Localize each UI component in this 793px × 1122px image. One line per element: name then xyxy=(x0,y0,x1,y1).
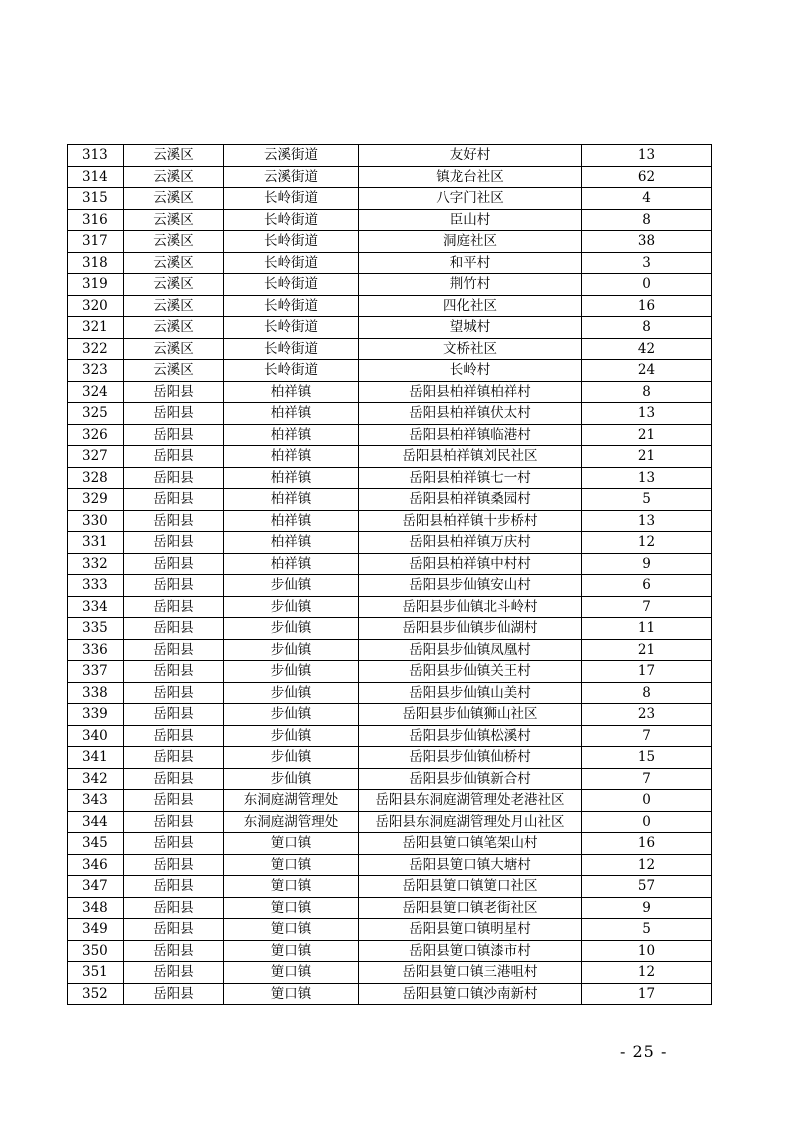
cell-count: 42 xyxy=(582,338,712,360)
cell-county: 岳阳县 xyxy=(124,747,224,769)
cell-count: 57 xyxy=(582,876,712,898)
cell-county: 岳阳县 xyxy=(124,661,224,683)
cell-county: 岳阳县 xyxy=(124,553,224,575)
cell-village: 友好村 xyxy=(359,145,582,167)
cell-serial: 347 xyxy=(68,876,124,898)
cell-count: 16 xyxy=(582,833,712,855)
cell-count: 8 xyxy=(582,317,712,339)
cell-town: 步仙镇 xyxy=(224,768,359,790)
cell-count: 5 xyxy=(582,489,712,511)
cell-county: 云溪区 xyxy=(124,231,224,253)
cell-county: 云溪区 xyxy=(124,360,224,382)
table-row xyxy=(68,489,712,511)
cell-count: 7 xyxy=(582,768,712,790)
table-row xyxy=(68,446,712,468)
table-row xyxy=(68,747,712,769)
cell-town: 柏祥镇 xyxy=(224,532,359,554)
cell-village: 岳阳县柏祥镇桑园村 xyxy=(359,489,582,511)
cell-count: 16 xyxy=(582,295,712,317)
cell-serial: 325 xyxy=(68,403,124,425)
cell-town: 东洞庭湖管理处 xyxy=(224,811,359,833)
cell-town: 筻口镇 xyxy=(224,854,359,876)
cell-village: 岳阳县柏祥镇临港村 xyxy=(359,424,582,446)
cell-serial: 341 xyxy=(68,747,124,769)
table-row xyxy=(68,618,712,640)
cell-town: 柏祥镇 xyxy=(224,467,359,489)
cell-village: 望城村 xyxy=(359,317,582,339)
cell-serial: 336 xyxy=(68,639,124,661)
cell-town: 长岭街道 xyxy=(224,274,359,296)
cell-county: 岳阳县 xyxy=(124,790,224,812)
cell-town: 长岭街道 xyxy=(224,360,359,382)
cell-count: 6 xyxy=(582,575,712,597)
cell-town: 柏祥镇 xyxy=(224,489,359,511)
cell-serial: 327 xyxy=(68,446,124,468)
cell-serial: 346 xyxy=(68,854,124,876)
cell-count: 3 xyxy=(582,252,712,274)
cell-town: 步仙镇 xyxy=(224,661,359,683)
cell-village: 岳阳县筻口镇漆市村 xyxy=(359,940,582,962)
cell-village: 岳阳县筻口镇老街社区 xyxy=(359,897,582,919)
cell-county: 岳阳县 xyxy=(124,919,224,941)
table-row xyxy=(68,661,712,683)
cell-county: 岳阳县 xyxy=(124,962,224,984)
cell-serial: 344 xyxy=(68,811,124,833)
cell-county: 岳阳县 xyxy=(124,618,224,640)
cell-village: 和平村 xyxy=(359,252,582,274)
cell-count: 10 xyxy=(582,940,712,962)
cell-village: 岳阳县筻口镇沙南新村 xyxy=(359,983,582,1005)
cell-county: 岳阳县 xyxy=(124,467,224,489)
table-row xyxy=(68,833,712,855)
cell-county: 岳阳县 xyxy=(124,704,224,726)
cell-village: 岳阳县柏祥镇柏祥村 xyxy=(359,381,582,403)
cell-town: 筻口镇 xyxy=(224,919,359,941)
cell-county: 岳阳县 xyxy=(124,768,224,790)
cell-town: 长岭街道 xyxy=(224,188,359,210)
cell-village: 岳阳县筻口镇三港咀村 xyxy=(359,962,582,984)
cell-serial: 328 xyxy=(68,467,124,489)
cell-serial: 348 xyxy=(68,897,124,919)
cell-count: 8 xyxy=(582,381,712,403)
cell-village: 岳阳县筻口镇大塘村 xyxy=(359,854,582,876)
cell-county: 岳阳县 xyxy=(124,811,224,833)
cell-village: 岳阳县步仙镇狮山社区 xyxy=(359,704,582,726)
cell-county: 岳阳县 xyxy=(124,489,224,511)
cell-village: 岳阳县步仙镇松溪村 xyxy=(359,725,582,747)
cell-county: 岳阳县 xyxy=(124,381,224,403)
cell-count: 17 xyxy=(582,661,712,683)
cell-serial: 320 xyxy=(68,295,124,317)
cell-count: 21 xyxy=(582,424,712,446)
cell-serial: 326 xyxy=(68,424,124,446)
cell-county: 云溪区 xyxy=(124,274,224,296)
cell-count: 7 xyxy=(582,596,712,618)
cell-village: 岳阳县东洞庭湖管理处老港社区 xyxy=(359,790,582,812)
table-row xyxy=(68,403,712,425)
table-row xyxy=(68,252,712,274)
cell-serial: 330 xyxy=(68,510,124,532)
cell-town: 步仙镇 xyxy=(224,639,359,661)
cell-town: 长岭街道 xyxy=(224,252,359,274)
cell-county: 岳阳县 xyxy=(124,682,224,704)
table-row xyxy=(68,381,712,403)
cell-count: 8 xyxy=(582,209,712,231)
cell-county: 岳阳县 xyxy=(124,510,224,532)
cell-count: 24 xyxy=(582,360,712,382)
cell-serial: 321 xyxy=(68,317,124,339)
cell-village: 岳阳县柏祥镇中村村 xyxy=(359,553,582,575)
cell-count: 9 xyxy=(582,553,712,575)
cell-village: 八字门社区 xyxy=(359,188,582,210)
cell-town: 步仙镇 xyxy=(224,618,359,640)
cell-count: 0 xyxy=(582,790,712,812)
table-row xyxy=(68,209,712,231)
cell-count: 0 xyxy=(582,811,712,833)
table-row xyxy=(68,897,712,919)
table-row xyxy=(68,145,712,167)
cell-count: 15 xyxy=(582,747,712,769)
cell-county: 云溪区 xyxy=(124,188,224,210)
cell-village: 岳阳县筻口镇笔架山村 xyxy=(359,833,582,855)
cell-village: 岳阳县筻口镇筻口社区 xyxy=(359,876,582,898)
cell-town: 筻口镇 xyxy=(224,897,359,919)
cell-serial: 350 xyxy=(68,940,124,962)
table-row xyxy=(68,295,712,317)
cell-count: 13 xyxy=(582,403,712,425)
table-row xyxy=(68,231,712,253)
cell-town: 长岭街道 xyxy=(224,338,359,360)
cell-county: 岳阳县 xyxy=(124,876,224,898)
cell-count: 0 xyxy=(582,274,712,296)
table-row xyxy=(68,725,712,747)
cell-serial: 323 xyxy=(68,360,124,382)
table-row xyxy=(68,940,712,962)
table-row xyxy=(68,553,712,575)
cell-county: 云溪区 xyxy=(124,166,224,188)
cell-serial: 319 xyxy=(68,274,124,296)
page-number: - 25 - xyxy=(620,1042,668,1061)
cell-serial: 332 xyxy=(68,553,124,575)
cell-serial: 349 xyxy=(68,919,124,941)
cell-county: 岳阳县 xyxy=(124,897,224,919)
cell-county: 岳阳县 xyxy=(124,983,224,1005)
cell-serial: 318 xyxy=(68,252,124,274)
cell-village: 岳阳县柏祥镇十步桥村 xyxy=(359,510,582,532)
cell-serial: 313 xyxy=(68,145,124,167)
cell-village: 岳阳县步仙镇新合村 xyxy=(359,768,582,790)
table-row xyxy=(68,983,712,1005)
table-row xyxy=(68,596,712,618)
cell-town: 柏祥镇 xyxy=(224,510,359,532)
table-row xyxy=(68,854,712,876)
cell-count: 23 xyxy=(582,704,712,726)
cell-village: 岳阳县筻口镇明星村 xyxy=(359,919,582,941)
cell-town: 柏祥镇 xyxy=(224,424,359,446)
cell-village: 文桥社区 xyxy=(359,338,582,360)
cell-town: 长岭街道 xyxy=(224,231,359,253)
cell-count: 11 xyxy=(582,618,712,640)
data-table xyxy=(67,144,712,1005)
cell-county: 岳阳县 xyxy=(124,446,224,468)
cell-serial: 317 xyxy=(68,231,124,253)
cell-serial: 342 xyxy=(68,768,124,790)
cell-town: 柏祥镇 xyxy=(224,381,359,403)
cell-count: 12 xyxy=(582,854,712,876)
cell-serial: 337 xyxy=(68,661,124,683)
table-row xyxy=(68,575,712,597)
cell-serial: 331 xyxy=(68,532,124,554)
cell-county: 云溪区 xyxy=(124,145,224,167)
table-row xyxy=(68,876,712,898)
cell-serial: 329 xyxy=(68,489,124,511)
cell-town: 步仙镇 xyxy=(224,704,359,726)
cell-town: 筻口镇 xyxy=(224,983,359,1005)
cell-county: 岳阳县 xyxy=(124,639,224,661)
cell-village: 岳阳县步仙镇凤凰村 xyxy=(359,639,582,661)
cell-village: 岳阳县柏祥镇万庆村 xyxy=(359,532,582,554)
table-row xyxy=(68,274,712,296)
cell-count: 62 xyxy=(582,166,712,188)
table-row xyxy=(68,768,712,790)
cell-town: 云溪街道 xyxy=(224,145,359,167)
table-row xyxy=(68,166,712,188)
cell-serial: 352 xyxy=(68,983,124,1005)
cell-serial: 340 xyxy=(68,725,124,747)
table-row xyxy=(68,317,712,339)
cell-town: 长岭街道 xyxy=(224,317,359,339)
cell-serial: 315 xyxy=(68,188,124,210)
cell-serial: 316 xyxy=(68,209,124,231)
cell-count: 13 xyxy=(582,145,712,167)
cell-serial: 333 xyxy=(68,575,124,597)
cell-village: 岳阳县柏祥镇刘民社区 xyxy=(359,446,582,468)
cell-count: 12 xyxy=(582,532,712,554)
cell-serial: 343 xyxy=(68,790,124,812)
cell-village: 岳阳县步仙镇安山村 xyxy=(359,575,582,597)
cell-village: 岳阳县步仙镇仙桥村 xyxy=(359,747,582,769)
cell-village: 镇龙台社区 xyxy=(359,166,582,188)
table-row xyxy=(68,532,712,554)
cell-serial: 345 xyxy=(68,833,124,855)
cell-county: 岳阳县 xyxy=(124,403,224,425)
cell-county: 岳阳县 xyxy=(124,725,224,747)
cell-town: 步仙镇 xyxy=(224,725,359,747)
cell-county: 岳阳县 xyxy=(124,854,224,876)
cell-county: 岳阳县 xyxy=(124,575,224,597)
cell-town: 筻口镇 xyxy=(224,833,359,855)
cell-village: 岳阳县步仙镇关王村 xyxy=(359,661,582,683)
cell-count: 21 xyxy=(582,446,712,468)
cell-county: 云溪区 xyxy=(124,252,224,274)
cell-count: 38 xyxy=(582,231,712,253)
cell-serial: 351 xyxy=(68,962,124,984)
cell-village: 洞庭社区 xyxy=(359,231,582,253)
cell-serial: 322 xyxy=(68,338,124,360)
cell-town: 云溪街道 xyxy=(224,166,359,188)
cell-village: 臣山村 xyxy=(359,209,582,231)
cell-village: 岳阳县柏祥镇伏太村 xyxy=(359,403,582,425)
cell-village: 岳阳县步仙镇北斗岭村 xyxy=(359,596,582,618)
cell-village: 岳阳县步仙镇步仙湖村 xyxy=(359,618,582,640)
cell-town: 步仙镇 xyxy=(224,575,359,597)
table-row xyxy=(68,338,712,360)
table-row xyxy=(68,704,712,726)
cell-town: 步仙镇 xyxy=(224,747,359,769)
cell-village: 岳阳县步仙镇山美村 xyxy=(359,682,582,704)
cell-count: 4 xyxy=(582,188,712,210)
cell-town: 步仙镇 xyxy=(224,596,359,618)
cell-count: 21 xyxy=(582,639,712,661)
cell-county: 云溪区 xyxy=(124,338,224,360)
cell-count: 13 xyxy=(582,467,712,489)
cell-county: 云溪区 xyxy=(124,209,224,231)
table-row xyxy=(68,919,712,941)
cell-town: 柏祥镇 xyxy=(224,403,359,425)
table-row xyxy=(68,790,712,812)
cell-serial: 314 xyxy=(68,166,124,188)
cell-county: 岳阳县 xyxy=(124,940,224,962)
cell-village: 长岭村 xyxy=(359,360,582,382)
cell-town: 柏祥镇 xyxy=(224,553,359,575)
cell-village: 岳阳县柏祥镇七一村 xyxy=(359,467,582,489)
cell-town: 柏祥镇 xyxy=(224,446,359,468)
cell-count: 5 xyxy=(582,919,712,941)
table-row xyxy=(68,682,712,704)
cell-count: 7 xyxy=(582,725,712,747)
cell-town: 筻口镇 xyxy=(224,876,359,898)
cell-county: 云溪区 xyxy=(124,317,224,339)
table-row xyxy=(68,424,712,446)
table-row xyxy=(68,962,712,984)
cell-serial: 338 xyxy=(68,682,124,704)
cell-town: 长岭街道 xyxy=(224,295,359,317)
cell-town: 筻口镇 xyxy=(224,962,359,984)
table-row xyxy=(68,467,712,489)
cell-county: 岳阳县 xyxy=(124,532,224,554)
cell-town: 长岭街道 xyxy=(224,209,359,231)
cell-village: 荆竹村 xyxy=(359,274,582,296)
cell-town: 东洞庭湖管理处 xyxy=(224,790,359,812)
cell-serial: 324 xyxy=(68,381,124,403)
cell-town: 筻口镇 xyxy=(224,940,359,962)
cell-serial: 335 xyxy=(68,618,124,640)
cell-serial: 339 xyxy=(68,704,124,726)
table-body xyxy=(68,145,712,1005)
cell-count: 13 xyxy=(582,510,712,532)
cell-county: 岳阳县 xyxy=(124,596,224,618)
table-row xyxy=(68,639,712,661)
cell-count: 17 xyxy=(582,983,712,1005)
cell-count: 8 xyxy=(582,682,712,704)
cell-county: 岳阳县 xyxy=(124,833,224,855)
cell-county: 岳阳县 xyxy=(124,424,224,446)
cell-county: 云溪区 xyxy=(124,295,224,317)
cell-count: 12 xyxy=(582,962,712,984)
cell-serial: 334 xyxy=(68,596,124,618)
table-row xyxy=(68,188,712,210)
table-row xyxy=(68,811,712,833)
table-row xyxy=(68,360,712,382)
cell-count: 9 xyxy=(582,897,712,919)
cell-town: 步仙镇 xyxy=(224,682,359,704)
cell-village: 岳阳县东洞庭湖管理处月山社区 xyxy=(359,811,582,833)
table-row xyxy=(68,510,712,532)
cell-village: 四化社区 xyxy=(359,295,582,317)
